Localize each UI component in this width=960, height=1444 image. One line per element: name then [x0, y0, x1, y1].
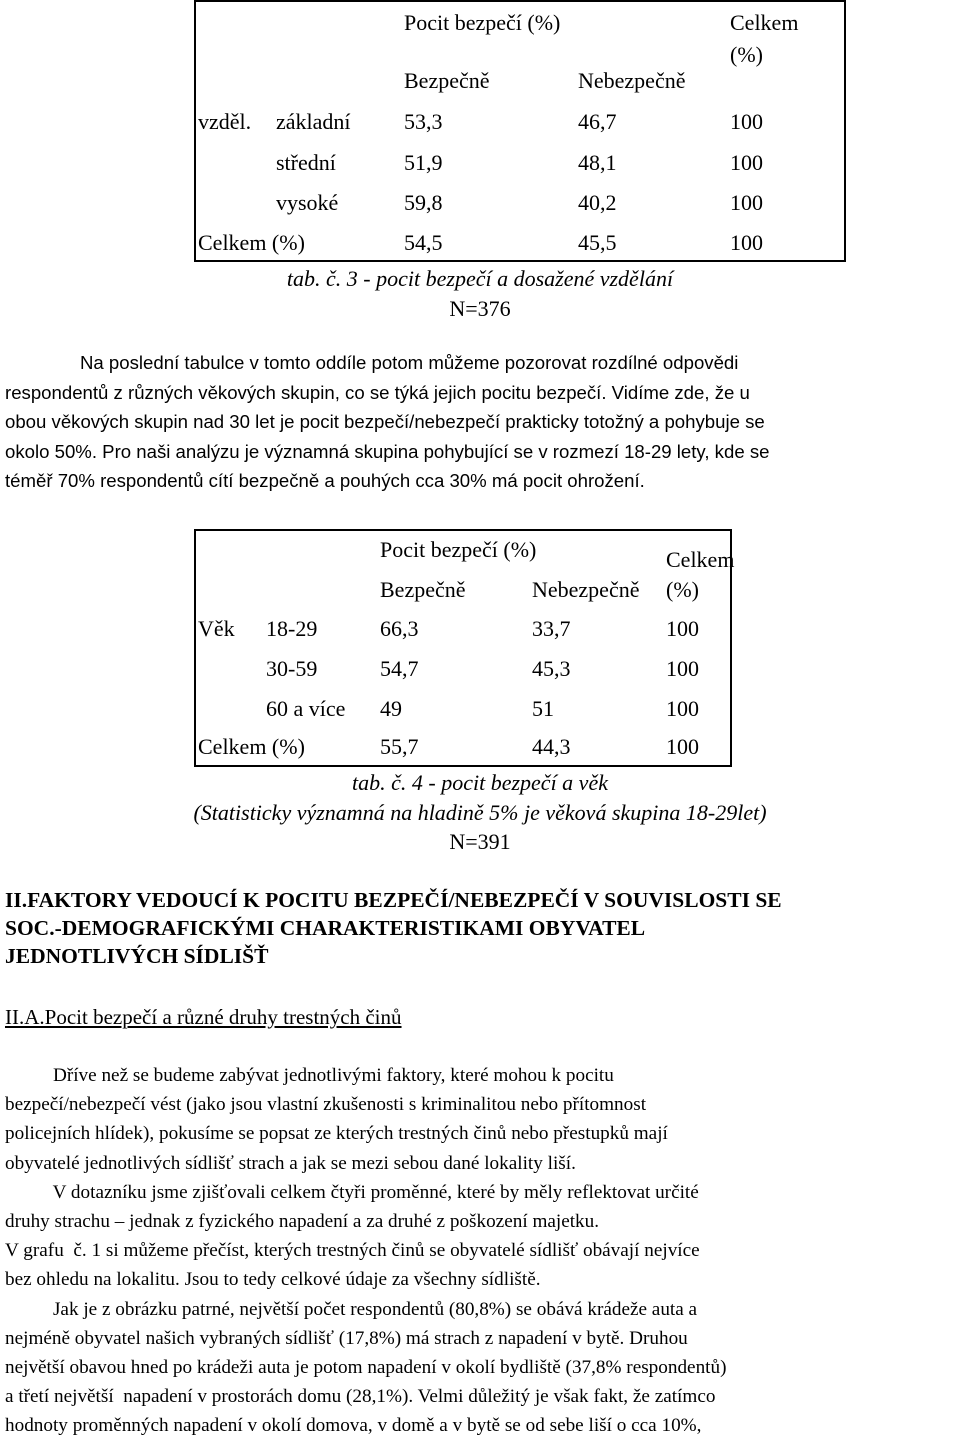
caption-title: tab. č. 4 - pocit bezpečí a věk [352, 770, 608, 795]
table-cell: 100 [730, 150, 763, 175]
table-age-n: N=391 [449, 829, 511, 854]
text-line: policejních hlídek), pokusíme se popsat ze kterých trestných činů nebo přestupků mají [5, 1123, 668, 1145]
table-header-safe: Bezpečně [380, 577, 466, 602]
text-line: největší obavou hned po krádeži auta je potom napadení v okolí bydliště (37,8% respondentů) [5, 1357, 727, 1379]
table-cell: 51,9 [404, 150, 443, 175]
table-row-label: 18-29 [266, 616, 318, 641]
table-row-label: základní [276, 109, 351, 134]
table-cell: 45,5 [578, 230, 617, 255]
text-line: Jak je z obrázku patrné, největší počet respondentů (80,8%) se obává krádeže auta a [5, 1298, 698, 1320]
table-row-label: 60 a více [266, 696, 346, 721]
table-cell: 100 [730, 190, 763, 215]
table-cell: 45,3 [532, 656, 571, 681]
table-cell: 53,3 [404, 109, 443, 134]
table-header-total: Celkem [730, 10, 799, 35]
table-total-label: Celkem (%) [198, 734, 305, 759]
table-cell: 100 [666, 656, 699, 681]
text-line: okolo 50%. Pro naši analýzu je významná skupina pohybující se v rozmezí 18-29 lety, kde se [5, 440, 770, 462]
table-header-total-unit: (%) [666, 577, 699, 602]
table-header-safe: Bezpečně [404, 68, 490, 93]
table-cell: 46,7 [578, 109, 617, 134]
table-row-group-label: Věk [198, 616, 235, 641]
table-cell: 100 [666, 696, 699, 721]
text-line: hodnoty proměnných napadení v okolí domova, v domě a v bytě se od sebe liší o cca 10%, [5, 1415, 702, 1437]
table-education-n: N=376 [449, 296, 511, 321]
table-row-label: vysoké [276, 190, 339, 215]
text-line: bez ohledu na lokalitu. Jsou to tedy celkové údaje za všechny sídliště. [5, 1269, 541, 1291]
table-header-total: Celkem [666, 547, 735, 572]
caption-title: tab. č. 3 - pocit bezpečí a dosažené vzdělání [286, 266, 674, 291]
table-cell: 49 [380, 696, 402, 721]
text-line: Dříve než se budeme zabývat jednotlivými faktory, které mohou k pocitu [5, 1065, 614, 1086]
text-line: V dotazníku jsme zjišťovali celkem čtyři proměnné, které by měly reflektovat určité [5, 1181, 699, 1203]
table-age-frame [194, 529, 735, 767]
table-education-caption [0, 266, 960, 292]
table-cell: 55,7 [380, 734, 419, 759]
heading-line: SOC.-DEMOGRAFICKÝMI CHARAKTERISTIKAMI OBYVATEL [5, 916, 646, 940]
text-line: nejméně obyvatel našich vybraných sídlišť (17,8%) má strach z napadení v bytě. Druhou [5, 1327, 688, 1349]
table-cell: 66,3 [380, 616, 419, 641]
table-cell: 59,8 [404, 190, 443, 215]
table-cell: 54,7 [380, 656, 419, 681]
table-cell: 54,5 [404, 230, 443, 255]
heading-line: II.FAKTORY VEDOUCÍ K POCITU BEZPEČÍ/NEBEZPEČÍ V SOUVISLOSTI SE [5, 888, 782, 912]
table-cell: 100 [730, 109, 763, 134]
text-line: V grafu č. 1 si můžeme přečíst, kterých trestných činů se obyvatelé sídlišť obávají nejvíce [5, 1240, 700, 1262]
table-total-label: Celkem (%) [198, 230, 305, 255]
caption-note: (Statisticky významná na hladině 5% je věková skupina 18-29let) [193, 800, 767, 825]
table-row-group-label: vzděl. [198, 109, 252, 134]
text-line: obyvatelé jednotlivých sídlišť strach a jak se mezi sebou dané lokality liší. [5, 1152, 576, 1174]
text-line: respondentů z různých věkových skupin, co se týká jejich pocitu bezpečí. Vidíme zde, že u [5, 381, 750, 403]
table-cell: 48,1 [578, 150, 617, 175]
table-cell: 33,7 [532, 616, 571, 641]
subsection-heading: II.A.Pocit bezpečí a různé druhy trestných činů [5, 1005, 402, 1029]
table-row-label: 30-59 [266, 656, 318, 681]
table-header-unsafe: Nebezpečně [532, 577, 640, 602]
text-line: a třetí největší napadení v prostorách domu (28,1%). Velmi důležitý je však fakt, že zatímco [5, 1386, 716, 1408]
table-header-total-unit: (%) [730, 42, 763, 67]
section-heading [5, 886, 782, 970]
text-line: druhy strachu – jednak z fyzického napadení a za druhé z poškození majetku. [5, 1211, 600, 1233]
text-line: obou věkových skupin nad 30 let je pocit bezpečí/nebezpečí prakticky totožný a pohybuje se [5, 411, 765, 433]
text-line: téměř 70% respondentů cítí bezpečně a pouhých cca 30% má pocit ohrožení. [5, 470, 645, 492]
table-cell: 51 [532, 696, 554, 721]
table-row-label: střední [276, 150, 336, 175]
table-header-group: Pocit bezpečí (%) [380, 537, 537, 562]
table-cell: 100 [730, 230, 763, 255]
table-age-note [0, 800, 960, 826]
paragraph-crime-types [5, 1061, 955, 1441]
text-line: bezpečí/nebezpečí vést (jako jsou vlastní zkušenosti s kriminalitou nebo přítomnost [5, 1094, 647, 1116]
table-cell: 100 [666, 734, 699, 759]
heading-line: JEDNOTLIVÝCH SÍDLIŠŤ [5, 944, 269, 968]
text-line: Na poslední tabulce v tomto oddíle potom můžeme pozorovat rozdílné odpovědi [80, 352, 739, 373]
table-header-group: Pocit bezpečí (%) [404, 10, 561, 35]
paragraph-age-intro [5, 348, 955, 496]
table-age-caption [0, 770, 960, 796]
table-cell: 100 [666, 616, 699, 641]
table-header-unsafe: Nebezpečně [578, 68, 686, 93]
table-cell: 40,2 [578, 190, 617, 215]
table-cell: 44,3 [532, 734, 571, 759]
